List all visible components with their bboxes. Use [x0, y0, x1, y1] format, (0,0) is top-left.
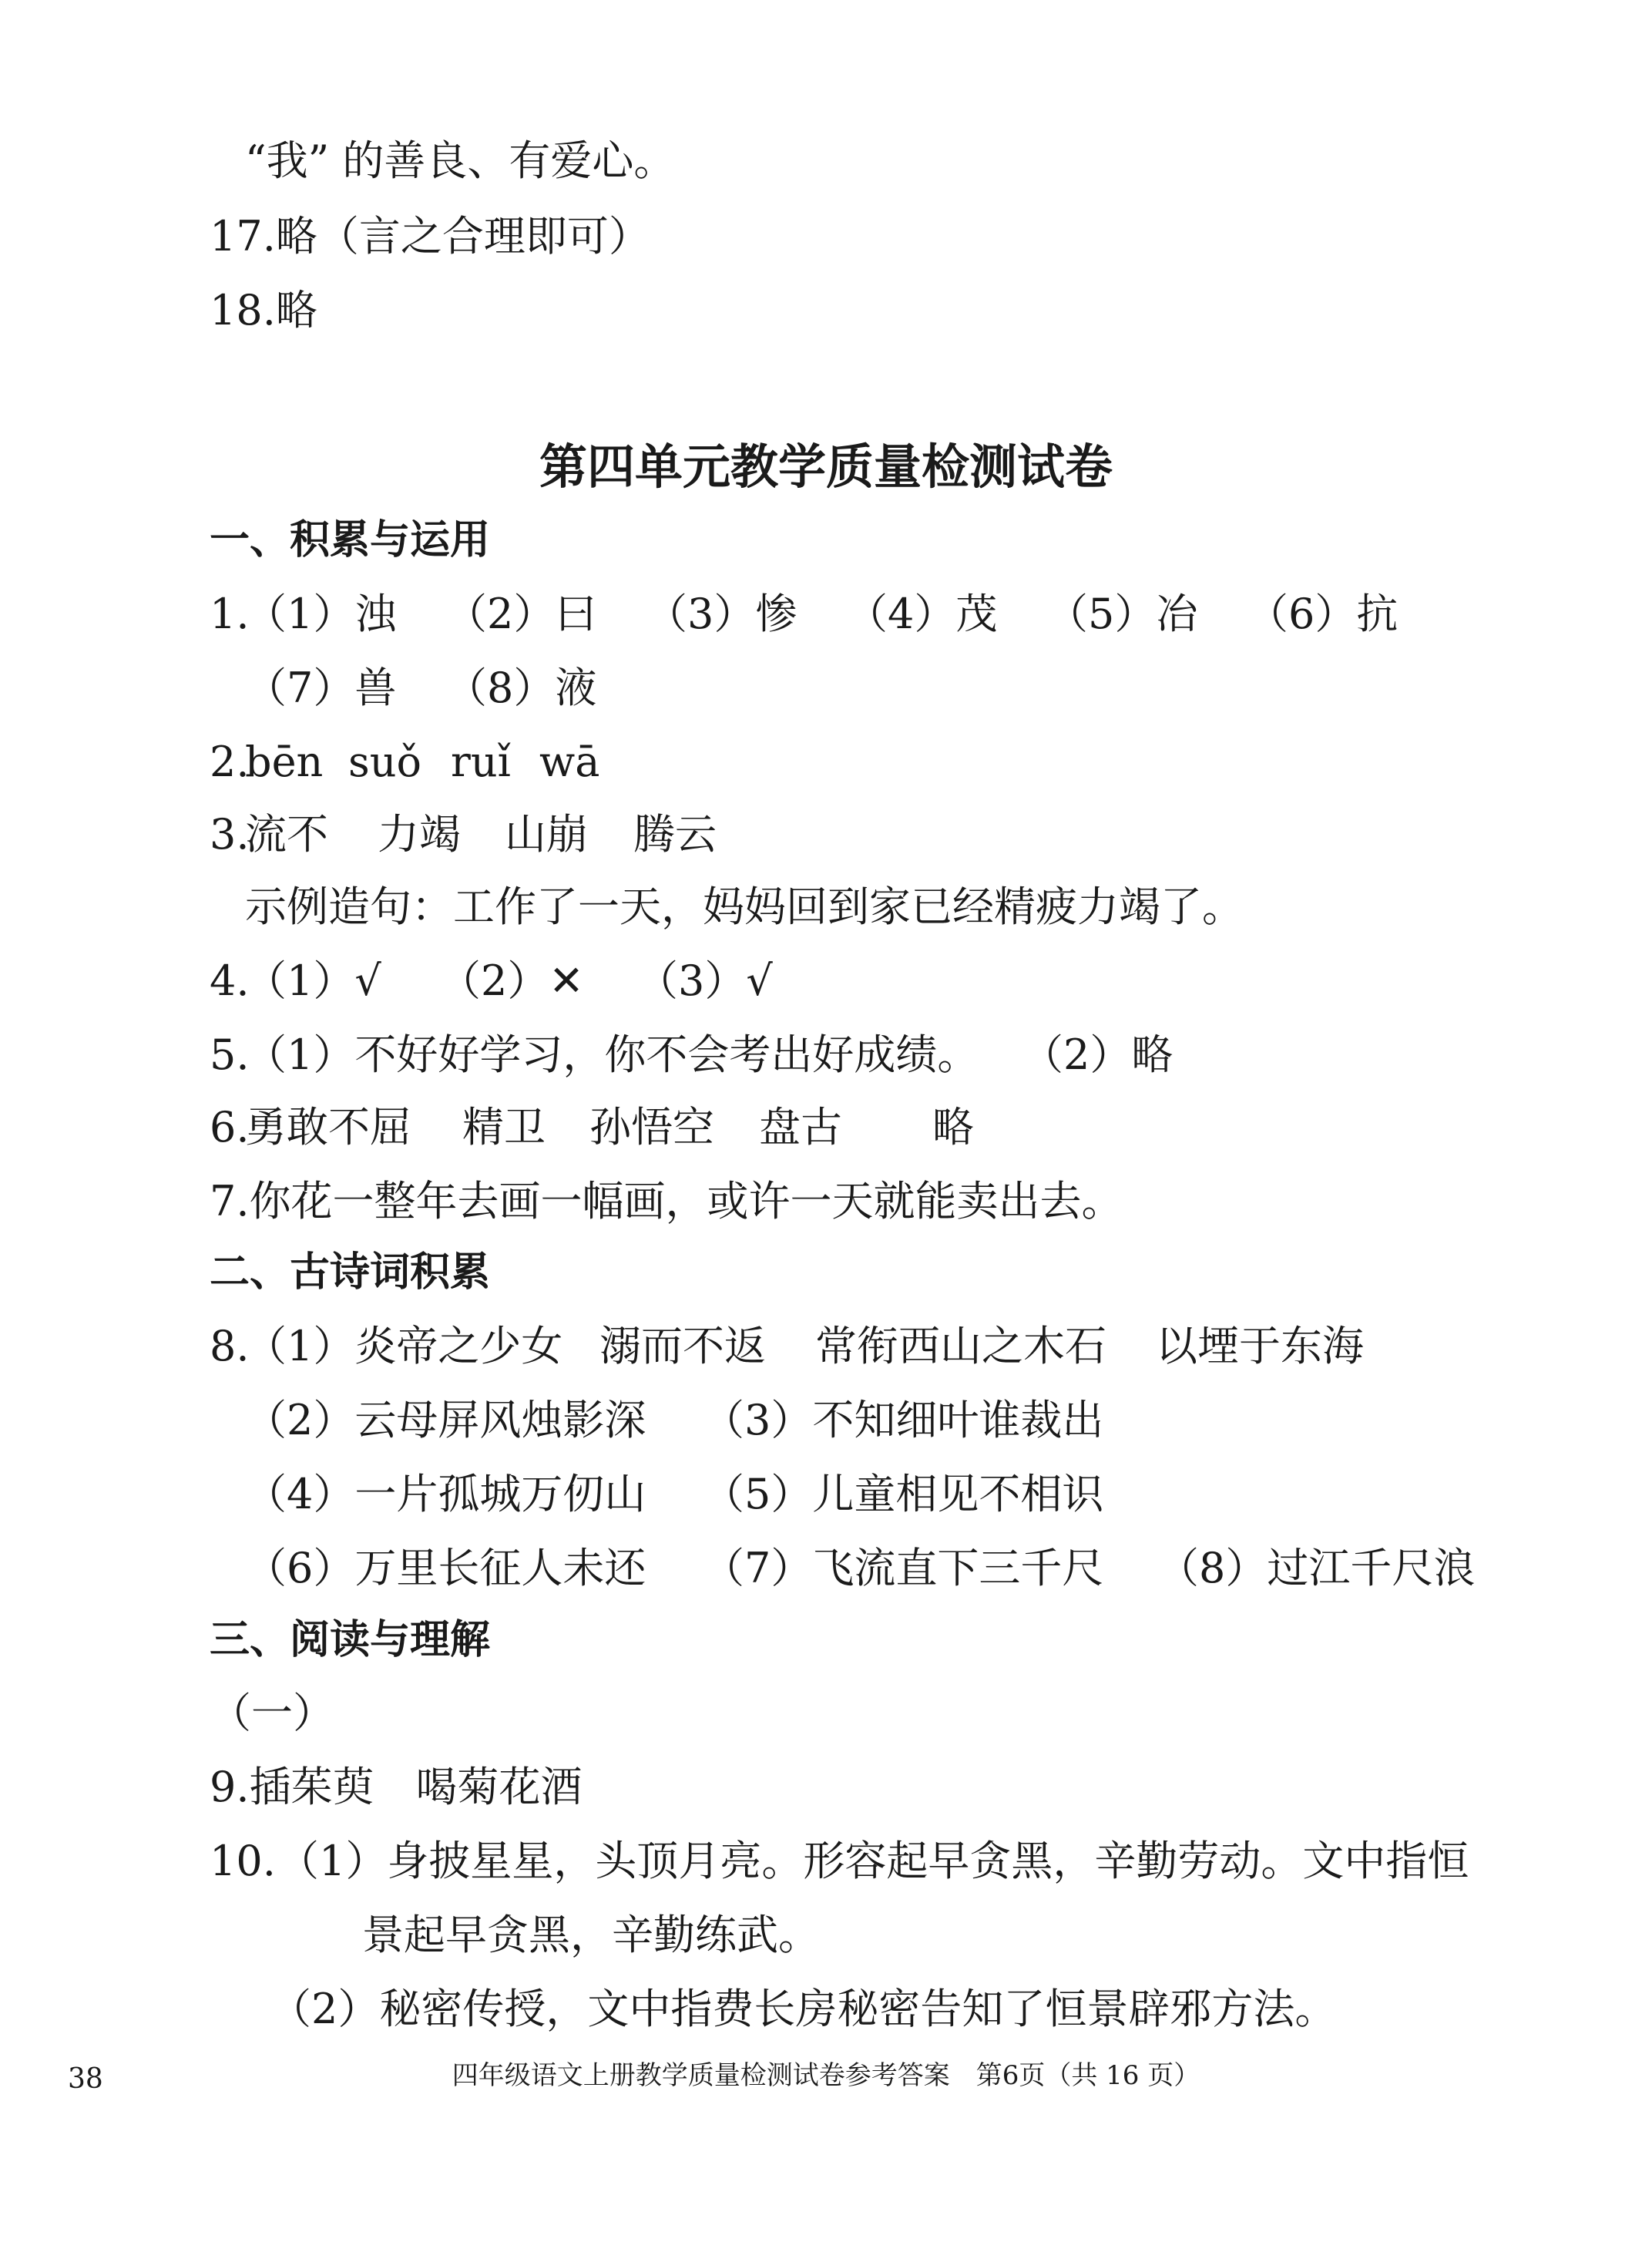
answer-item: （7）兽	[245, 664, 397, 712]
section-heading-1: 一、积累与运用	[210, 517, 491, 563]
section-heading-3: 三、阅读与理解	[210, 1617, 491, 1663]
page-footer: 四年级语文上册教学质量检测试卷参考答案 第6页（共 16 页）	[452, 2060, 1200, 2091]
poem-line: （5）儿童相见不相识	[703, 1470, 1104, 1518]
answer-item: 略	[932, 1103, 974, 1151]
poem-line: （1）炎帝之少女	[245, 1322, 563, 1370]
question-number-6: 6.	[210, 1103, 250, 1151]
pinyin-item: ruǐ	[451, 738, 511, 786]
pinyin-item: suǒ	[348, 738, 422, 786]
answer-item: （3）惨	[646, 590, 797, 638]
answer-item: （8）液	[445, 664, 597, 712]
section-heading-2: 二、古诗词积累	[210, 1249, 491, 1296]
poem-line: （3）不知细叶谁裁出	[703, 1396, 1104, 1444]
answer-item: （2）秘密传授，文中指费长房秘密告知了恒景辟邪方法。	[270, 1985, 1337, 2033]
answer-item: （1）身披星星，头顶月亮。形容起早贪黑，辛勤劳动。文中指恒	[277, 1837, 1469, 1885]
page-title: 第四单元教学质量检测试卷	[539, 439, 1113, 495]
question-number-10: 10.	[210, 1837, 276, 1885]
answer-item: 流不	[245, 810, 328, 859]
answer-17: 17.略（言之合理即可）	[210, 212, 650, 261]
question-number: 1.	[210, 590, 250, 638]
answer-item: 孙悟空	[589, 1103, 714, 1151]
page-number: 38	[68, 2063, 103, 2095]
answer-item-continued: 景起早贪黑，辛勤练武。	[362, 1911, 820, 1959]
answer-9: 9.插茱萸 喝菊花酒	[210, 1763, 583, 1811]
poem-line: 常衔西山之木石	[815, 1322, 1106, 1370]
question-number-3: 3.	[210, 810, 250, 859]
question-number-8: 8.	[210, 1322, 250, 1370]
answer-item: （2）✕	[439, 956, 584, 1005]
answer-item: 腾云	[633, 810, 717, 859]
answer-item: 盘古	[759, 1103, 842, 1151]
poem-line: （2）云母屏风烛影深	[245, 1396, 646, 1444]
poem-line: （8）过江千尺浪	[1157, 1544, 1476, 1592]
answer-item: （2）曰	[445, 590, 597, 638]
answer-item: 勇敢不屈	[245, 1103, 411, 1151]
prev-answer-line: “我” 的善良、有爱心。	[245, 136, 676, 185]
answer-item: （1）不好好学习，你不会考出好成绩。	[245, 1030, 979, 1079]
poem-line: 以堙于东海	[1156, 1322, 1364, 1370]
part-label: （一）	[210, 1689, 334, 1737]
answer-item: （1）浊	[245, 590, 397, 638]
answer-item: 精卫	[462, 1103, 546, 1151]
answer-item: （5）冶	[1046, 590, 1198, 638]
question-number-2: 2.	[210, 738, 250, 786]
answer-item: （6）抗	[1247, 590, 1398, 638]
poem-line: （4）一片孤城万仞山	[245, 1470, 646, 1518]
question-number-5: 5.	[210, 1030, 250, 1079]
answer-item: （1）√	[245, 956, 381, 1005]
answer-7: 7.你花一整年去画一幅画，或许一天就能卖出去。	[210, 1177, 1123, 1225]
answer-item: （2）略	[1022, 1030, 1174, 1079]
example-sentence: 示例造句：工作了一天，妈妈回到家已经精疲力竭了。	[245, 882, 1244, 931]
pinyin-item: bēn	[245, 738, 324, 786]
poem-line: （7）飞流直下三千尺	[703, 1544, 1104, 1592]
answer-18: 18.略	[210, 286, 317, 334]
poem-line: 溺而不返	[599, 1322, 766, 1370]
answer-item: （3）√	[636, 956, 773, 1005]
question-number-4: 4.	[210, 956, 250, 1005]
pinyin-item: wā	[539, 738, 600, 786]
question-1	[210, 590, 250, 638]
answer-item: 山崩	[505, 810, 588, 859]
answer-item: 力竭	[378, 810, 461, 859]
answer-item: （4）茂	[846, 590, 998, 638]
poem-line: （6）万里长征人未还	[245, 1544, 646, 1592]
